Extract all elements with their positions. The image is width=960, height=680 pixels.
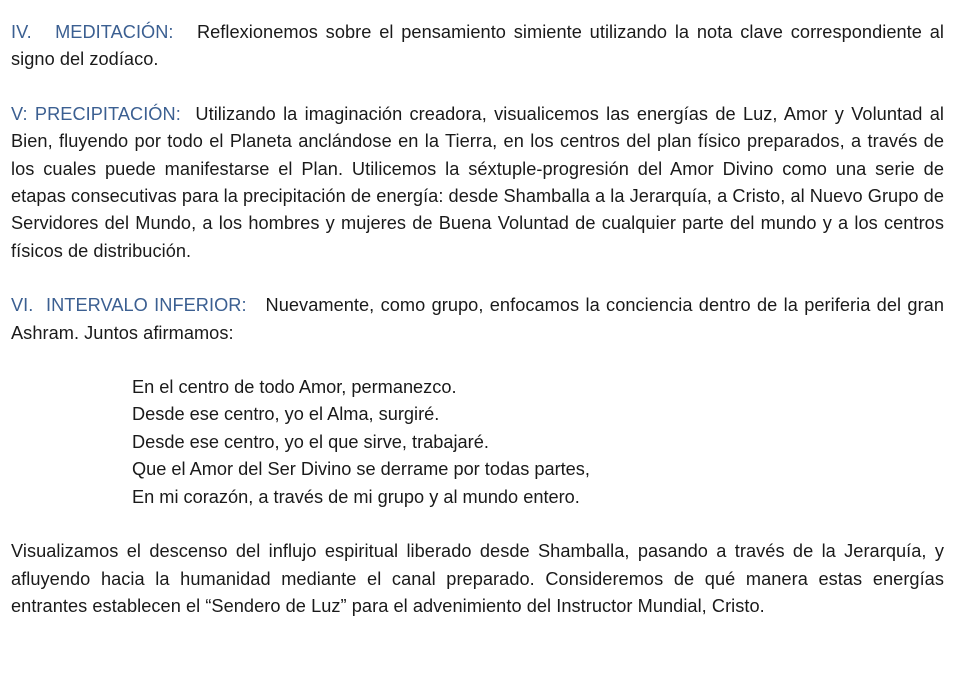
section-text-intervalo: Nuevamente, como grupo, enfocamos la conciencia dentro de la periferia del gran Ashram. Juntos afirmamos: — [11, 295, 945, 343]
section-text-meditacion: Reflexionemos sobre el pensamiento simiente utilizando la nota clave correspondiente al signo del zodíaco. — [11, 22, 944, 70]
affirmation-line: Desde ese centro, yo el que sirve, trabajaré. — [132, 431, 489, 452]
affirmation-line: Desde ese centro, yo el Alma, surgiré. — [132, 404, 440, 425]
closing-paragraph: Visualizamos el descenso del influjo espiritual liberado desde Shamballa, pasando a través de la Jerarquía, y afluyendo hacia la humanidad mediante el canal preparado. Consideremos de qué manera estas energías entrantes establecen el “Sendero de Luz” para el advenimiento del Instructor Mundial, Cristo. — [11, 541, 944, 616]
section-intervalo — [11, 292, 944, 347]
section-heading-precipitacion: V: PRECIPITACIÓN: — [11, 103, 181, 124]
section-heading-intervalo: VI. INTERVALO INFERIOR: — [11, 295, 247, 316]
section-text-precipitacion: Utilizando la imaginación creadora, visualicemos las energías de Luz, Amor y Voluntad al Bien, fluyendo por todo el Planeta anclándose en la Tierra, en los centros del plan físico preparados, a través de los cuales puede manifestarse el Plan. Utilicemos la séxtuple-progresión del Amor Divino como una serie de etapas consecutivas para la precipitación de energía: desde Shamballa a la Jerarquía, a Cristo, al Nuevo Grupo de Servidores del Mundo, a los hombres y mujeres de Buena Voluntad de cualquier parte del mundo y a los centros físicos de distribución. — [11, 103, 944, 261]
section-meditacion — [11, 19, 944, 74]
affirmation-line: Que el Amor del Ser Divino se derrame por todas partes, — [132, 459, 590, 480]
affirmation-verse — [132, 374, 944, 511]
affirmation-line: En el centro de todo Amor, permanezco. — [132, 377, 457, 398]
section-heading-meditacion: IV. MEDITACIÓN: — [11, 22, 174, 42]
section-precipitacion — [11, 101, 944, 265]
affirmation-line: En mi corazón, a través de mi grupo y al mundo entero. — [132, 486, 580, 507]
